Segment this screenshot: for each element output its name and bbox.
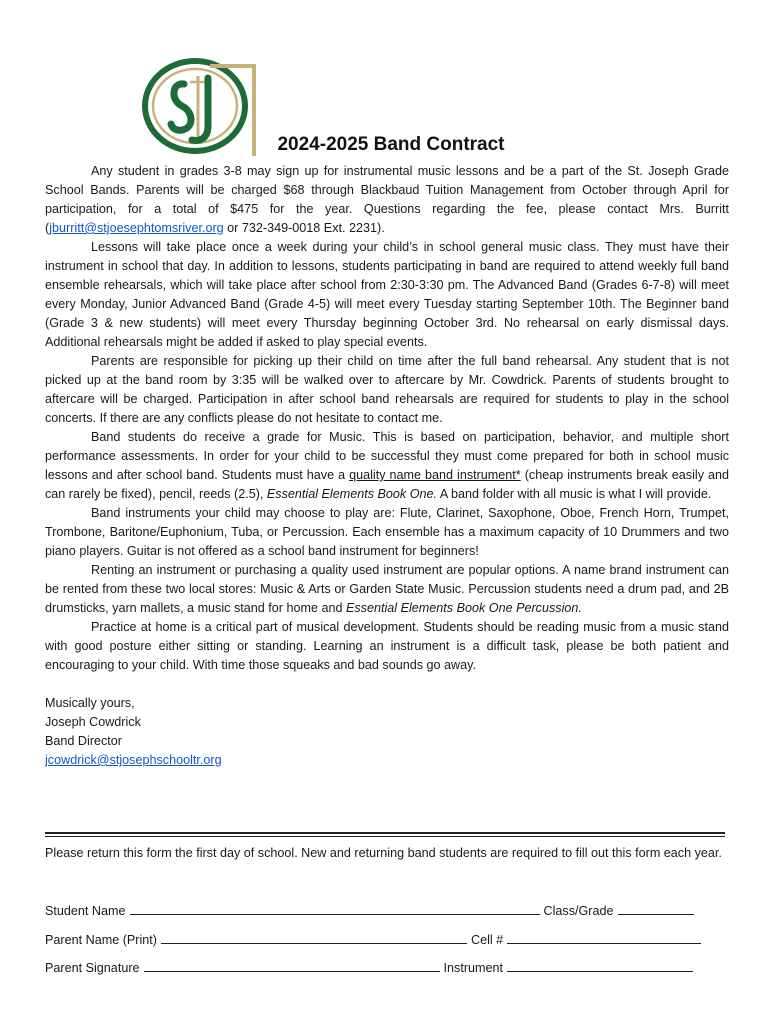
page-title: 2024-2025 Band Contract: [277, 134, 505, 155]
paragraph-grading: Band students do receive a grade for Music. This is based on participation, behavior, and multiple short performance assessments. In order for your child to be successful they must come prepared for both in school music lessons and after school band. Students must have a quality name band instrument* (cheap instruments break easily and can rarely be fixed), pencil, reeds (2.5), Essential Elements Book One. A band folder with all music is what I will provide.: [45, 430, 730, 501]
paragraph-fees: Any student in grades 3-8 may sign up for instrumental music lessons and be a part of the St. Joseph Grade School Bands. Parents will be charged $68 through Blackbaud Tuition Management from October through April for participation, for a total of $475 for the year. Questions regarding the fee, please contact Mrs. Burritt (jburritt@stjoesephtomsriver.org or 732-349-0018 Ext. 2231).: [45, 164, 729, 235]
class-grade-label: Class/Grade: [543, 904, 614, 918]
contract-body: [45, 162, 729, 770]
parent-signature-label: Parent Signature: [45, 961, 140, 975]
paragraph-instruments: Band instruments your child may choose to play are: Flute, Clarinet, Saxophone, Oboe, French Horn, Trumpet, Trombone, Baritone/Euphonium, Tuba, or Percussion. Each ensemble has a maximum capacity of 10 Drummers and two piano players. Guitar is not offered as a school band instrument for beginners!: [45, 506, 729, 558]
instrument-label: Instrument: [443, 961, 504, 975]
paragraph-practice: Practice at home is a critical part of musical development. Students should be reading music from a music stand with good posture either sitting or standing. Learning an instrument is a difficult task, please be both patient and encouraging to your child. With time those squeaks and bad sounds go away.: [45, 620, 729, 672]
signoff-closing: Musically yours,: [45, 696, 135, 710]
form-row-parent: [45, 927, 715, 947]
signoff-name: Joseph Cowdrick: [45, 715, 141, 729]
paragraph-renting: Renting an instrument or purchasing a quality used instrument are popular options. A name brand instrument can be rented from these two local stores: Music & Arts or Garden State Music. Percussion students need a drum pad, and 2B drumsticks, yarn mallets, a music stand for home and Essential Elements Book One Percussion.: [45, 563, 729, 615]
paragraph-lessons: Lessons will take place once a week during your child’s in school general music class. They must have their instrument in school that day. In addition to lessons, students participating in band are required to attend weekly full band ensemble rehearsals, which will take place after school from 2:30-3:30 pm. The Advanced Band (Grades 6-7-8) will meet every Monday, Junior Advanced Band (Grade 4-5) will meet every Tuesday starting September 10th. The Beginner band (Grade 3 & new students) will meet every Thursday beginning October 3rd. No rehearsal on early dismissal days. Additional rehearsals might be added if asked to play special events.: [45, 240, 729, 349]
book-title: Essential Elements Book One.: [266, 487, 438, 501]
cowdrick-email-link[interactable]: jcowdrick@stjosephschooltr.org: [45, 753, 222, 767]
form-row-signature: [45, 955, 715, 975]
parent-name-label: Parent Name (Print): [45, 933, 157, 947]
divider-thin: [45, 836, 725, 837]
form-row-student: [45, 898, 715, 918]
parent-signature-field[interactable]: [144, 957, 440, 972]
cell-field[interactable]: [507, 929, 701, 944]
divider-thick: [45, 832, 725, 834]
paragraph-pickup: Parents are responsible for picking up their child on time after the full band rehearsal. Any student that is not picked up at the band room by 3:35 will be walked over to aftercare by Mr. Cowdrick. Parents of students brought to aftercare will be charged. Participation in after school band rehearsals are required for students to play in the school concerts. If there are any conflicts please do not hesitate to contact me.: [45, 354, 729, 425]
student-name-field[interactable]: [130, 900, 540, 915]
instrument-field[interactable]: [507, 957, 693, 972]
burritt-email-link[interactable]: jburritt@stjoesephtomsriver.org: [49, 221, 224, 235]
signoff-role: Band Director: [45, 734, 122, 748]
parent-name-field[interactable]: [161, 929, 467, 944]
student-name-label: Student Name: [45, 904, 126, 918]
cell-label: Cell #: [470, 933, 504, 947]
percussion-book-title: Essential Elements Book One Percussion.: [345, 601, 582, 615]
class-grade-field[interactable]: [618, 900, 694, 915]
quality-instrument-text: quality name band instrument*: [349, 468, 521, 482]
signoff-block: [45, 694, 729, 770]
return-note: Please return this form the first day of school. New and returning band students are required to fill out this form each year.: [45, 846, 722, 860]
